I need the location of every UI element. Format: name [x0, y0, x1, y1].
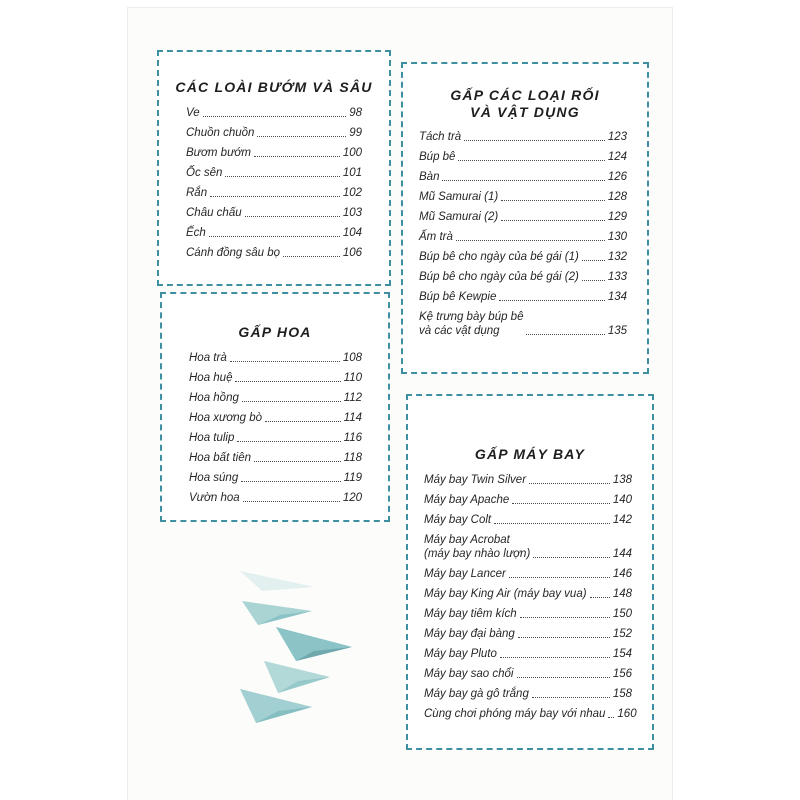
toc-entry	[186, 200, 362, 220]
entry-title: Hoa bất tiên	[189, 452, 252, 464]
toc-entry	[424, 661, 632, 681]
entry-title: Mũ Samurai (1)	[419, 191, 499, 203]
dot-leader	[590, 597, 610, 598]
toc-entry	[424, 487, 632, 507]
entry-page-number: 138	[612, 474, 632, 486]
entry-page-number: 152	[612, 628, 632, 640]
entry-title: Máy bay Acrobat (máy bay nhào lượn)	[424, 534, 531, 560]
paper-plane-3-icon	[276, 627, 352, 661]
entry-title: Máy bay Apache	[424, 494, 510, 506]
entry-page-number: 134	[607, 291, 627, 303]
toc-entry	[419, 244, 627, 264]
entry-title: Cùng chơi phóng máy bay với nhau	[424, 708, 606, 720]
dot-leader	[501, 200, 605, 201]
toc-entry	[424, 641, 632, 661]
toc-entry	[186, 160, 362, 180]
dot-leader	[582, 280, 605, 281]
dot-leader	[500, 657, 610, 658]
entry-title: Hoa hồng	[189, 392, 239, 404]
entry-page-number: 146	[612, 568, 632, 580]
dot-leader	[512, 503, 610, 504]
toc-entry	[189, 465, 362, 485]
toc-entry	[424, 681, 632, 701]
toc-entry	[424, 527, 632, 561]
entry-page-number: 124	[607, 151, 627, 163]
entry-page-number: 101	[342, 167, 362, 179]
toc-entry	[424, 507, 632, 527]
dot-leader	[529, 483, 610, 484]
toc-entry	[424, 701, 637, 721]
toc-entry	[419, 144, 627, 164]
toc-entry	[419, 204, 627, 224]
dot-leader	[526, 334, 604, 335]
section-title: GẤP MÁY BAY	[474, 446, 586, 462]
entry-page-number: 154	[612, 648, 632, 660]
entry-page-number: 106	[342, 247, 362, 259]
toc-entry	[419, 264, 627, 284]
dot-leader	[243, 501, 340, 502]
entry-page-number: 135	[607, 325, 627, 337]
dot-leader	[283, 256, 340, 257]
dot-leader	[494, 523, 610, 524]
toc-entry	[189, 365, 362, 385]
dot-leader	[209, 236, 340, 237]
dot-leader	[242, 401, 341, 402]
toc-entry	[189, 405, 362, 425]
entry-title: Chuồn chuồn	[186, 127, 255, 139]
entry-page-number: 156	[612, 668, 632, 680]
entry-title: Mũ Samurai (2)	[419, 211, 499, 223]
dot-leader	[509, 577, 610, 578]
entry-page-number: 102	[342, 187, 362, 199]
toc-entry	[424, 601, 632, 621]
dot-leader	[254, 461, 341, 462]
toc-entry	[189, 385, 362, 405]
entry-page-number: 104	[342, 227, 362, 239]
entry-page-number: 119	[343, 472, 362, 484]
entry-title: Búp bê cho ngày của bé gái (2)	[419, 271, 579, 283]
entry-title: Cánh đồng sâu bọ	[186, 247, 280, 259]
entry-page-number: 128	[607, 191, 627, 203]
toc-entry	[189, 425, 362, 445]
dot-leader	[520, 617, 610, 618]
toc-entry	[186, 100, 362, 120]
paper-plane-4-icon	[264, 661, 330, 693]
entry-page-number: 98	[349, 107, 362, 119]
entry-title: Rắn	[186, 187, 208, 199]
entry-page-number: 150	[612, 608, 632, 620]
section-title: GẤP HOA	[238, 324, 312, 340]
dot-leader	[456, 240, 605, 241]
entry-title: Ấm trà	[419, 231, 453, 243]
dot-leader	[582, 260, 605, 261]
entry-title: Kệ trưng bày búp bê và các vật dụng	[419, 311, 524, 337]
section-title-line1: GẤP CÁC LOẠI RỐI	[450, 87, 600, 103]
entry-page-number: 130	[607, 231, 627, 243]
toc-box-dolls	[401, 62, 649, 374]
entry-list	[186, 100, 362, 260]
dot-leader	[235, 381, 340, 382]
paper-plane-1-icon	[240, 571, 314, 591]
entry-page-number: 112	[343, 392, 362, 404]
section-title: CÁC LOÀI BƯỚM VÀ SÂU	[175, 79, 373, 95]
entry-title: Tách trà	[419, 131, 462, 143]
entry-title: Hoa trà	[189, 352, 227, 364]
entry-list	[419, 124, 627, 338]
toc-entry	[419, 184, 627, 204]
toc-entry	[419, 284, 627, 304]
paper-plane-2-icon	[242, 601, 312, 625]
toc-entry	[189, 345, 362, 365]
toc-entry	[186, 120, 362, 140]
entry-page-number: 126	[607, 171, 627, 183]
entry-page-number: 132	[607, 251, 627, 263]
entry-title: Búp bê Kewpie	[419, 291, 497, 303]
entry-page-number: 99	[349, 127, 362, 139]
entry-title: Búp bê cho ngày của bé gái (1)	[419, 251, 579, 263]
dot-leader	[458, 160, 604, 161]
section-title-line2: VÀ VẬT DỤNG	[470, 104, 580, 120]
dot-leader	[237, 441, 340, 442]
dot-leader	[257, 136, 346, 137]
entry-title: Máy bay Lancer	[424, 568, 506, 580]
paper-plane-5-icon	[240, 689, 312, 723]
entry-title: Máy bay Colt	[424, 514, 492, 526]
dot-leader	[225, 176, 339, 177]
dot-leader	[210, 196, 340, 197]
entry-page-number: 133	[607, 271, 627, 283]
toc-box-butterflies	[157, 50, 391, 286]
toc-box-flowers	[160, 292, 390, 522]
entry-page-number: 142	[612, 514, 632, 526]
entry-page-number: 114	[343, 412, 362, 424]
dot-leader	[533, 557, 610, 558]
entry-page-number: 108	[342, 352, 362, 364]
entry-page-number: 144	[612, 548, 632, 560]
dot-leader	[501, 220, 605, 221]
paper-airplanes-icon	[240, 565, 360, 725]
toc-entry	[186, 240, 362, 260]
entry-page-number: 103	[342, 207, 362, 219]
entry-title: Bàn	[419, 171, 440, 183]
entry-title: Máy bay King Air (máy bay vua)	[424, 588, 587, 600]
entry-title: Máy bay Twin Silver	[424, 474, 527, 486]
entry-title: Châu chấu	[186, 207, 242, 219]
entry-list	[189, 345, 362, 505]
dot-leader	[203, 116, 347, 117]
entry-page-number: 120	[342, 492, 362, 504]
toc-entry	[419, 224, 627, 244]
toc-entry	[186, 140, 362, 160]
entry-title: Ốc sên	[186, 167, 223, 179]
dot-leader	[254, 156, 340, 157]
dot-leader	[442, 180, 604, 181]
entry-title: Hoa xương bò	[189, 412, 263, 424]
entry-page-number: 116	[343, 432, 362, 444]
entry-title: Búp bê	[419, 151, 456, 163]
entry-page-number: 148	[612, 588, 632, 600]
entry-title: Máy bay tiêm kích	[424, 608, 517, 620]
toc-entry	[189, 485, 362, 505]
entry-page-number: 129	[607, 211, 627, 223]
toc-entry	[424, 561, 632, 581]
entry-page-number: 110	[343, 372, 362, 384]
dot-leader	[241, 481, 340, 482]
entry-title: Ve	[186, 107, 200, 119]
entry-title: Máy bay gà gô trắng	[424, 688, 529, 700]
toc-entry	[419, 304, 627, 338]
dot-leader	[499, 300, 604, 301]
entry-title: Bươm bướm	[186, 147, 251, 159]
toc-entry	[419, 164, 627, 184]
entry-title: Máy bay sao chổi	[424, 668, 514, 680]
dot-leader	[518, 637, 610, 638]
toc-entry	[186, 180, 362, 200]
entry-page-number: 158	[612, 688, 632, 700]
dot-leader	[464, 140, 605, 141]
dot-leader	[265, 421, 341, 422]
dot-leader	[230, 361, 340, 362]
dot-leader	[517, 677, 610, 678]
dot-leader	[245, 216, 340, 217]
entry-title: Hoa súng	[189, 472, 239, 484]
entry-title: Hoa huệ	[189, 372, 233, 384]
toc-entry	[424, 467, 632, 487]
entry-title: Máy bay đại bàng	[424, 628, 515, 640]
toc-entry	[424, 621, 632, 641]
entry-page-number: 100	[342, 147, 362, 159]
entry-title: Ếch	[186, 227, 206, 239]
toc-box-airplanes	[406, 394, 654, 750]
entry-page-number: 118	[343, 452, 362, 464]
toc-entry	[424, 581, 632, 601]
entry-title: Máy bay Pluto	[424, 648, 497, 660]
toc-entry	[189, 445, 362, 465]
entry-page-number: 160	[617, 708, 637, 720]
toc-entry	[419, 124, 627, 144]
entry-title: Hoa tulip	[189, 432, 235, 444]
entry-page-number: 140	[612, 494, 632, 506]
dot-leader	[532, 697, 610, 698]
dot-leader	[608, 717, 614, 718]
entry-title: Vườn hoa	[189, 492, 240, 504]
entry-page-number: 123	[607, 131, 627, 143]
entry-list	[424, 467, 637, 721]
toc-entry	[186, 220, 362, 240]
